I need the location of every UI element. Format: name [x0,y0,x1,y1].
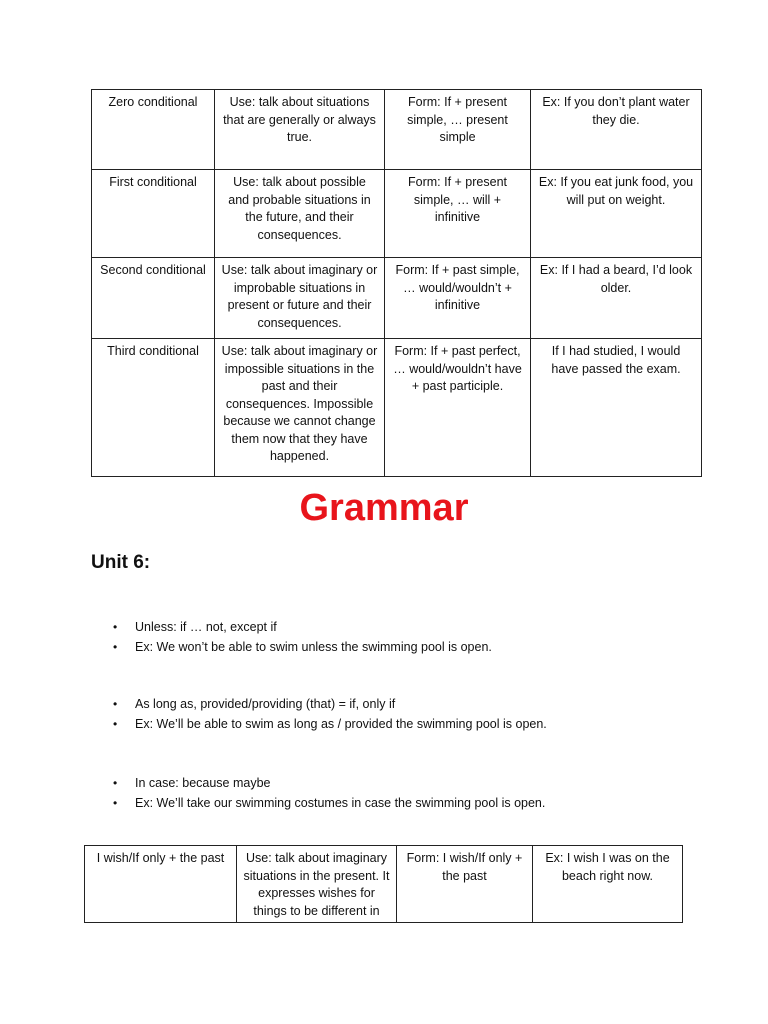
list-item-text: In case: because maybe [135,776,271,790]
bullet-icon: • [113,796,118,810]
conditional-example-cell: Ex: If you don’t plant water they die. [531,90,702,170]
list-item-text: Ex: We’ll be able to swim as long as / provided the swimming pool is open. [135,717,547,731]
bullet-icon: • [113,620,118,634]
wish-example-cell: Ex: I wish I was on the beach right now. [533,846,683,923]
conditional-example-cell: Ex: If you eat junk food, you will put on weight. [531,170,702,258]
bullet-list-unless [91,617,691,657]
list-item-text: As long as, provided/providing (that) = if, only if [135,697,396,711]
wish-use-cell: Use: talk about imaginary situations in the present. It expresses wishes for things to be different in [237,846,397,923]
table-row [92,258,702,339]
bullet-icon: • [113,776,118,790]
list-item [91,617,691,637]
list-item-text: Ex: We’ll take our swimming costumes in case the swimming pool is open. [135,796,546,810]
list-item [91,773,691,793]
list-item-text: Unless: if … not, except if [135,620,277,634]
conditional-name-cell: Second conditional [92,258,215,339]
wish-name-cell: I wish/If only + the past [85,846,237,923]
conditional-form-cell: Form: If + present simple, … will + infinitive [385,170,531,258]
conditional-use-cell: Use: talk about imaginary or improbable situations in present or future and their consequences. [215,258,385,339]
conditional-name-cell: Zero conditional [92,90,215,170]
list-item-text: Ex: We won’t be able to swim unless the swimming pool is open. [135,640,492,654]
bullet-icon: • [113,717,118,731]
conditional-name-cell: First conditional [92,170,215,258]
list-item [91,694,691,714]
list-item [91,637,691,657]
conditional-example-cell: Ex: If I had a beard, I’d look older. [531,258,702,339]
table-row [92,170,702,258]
bullet-icon: • [113,640,118,654]
list-item [91,714,691,734]
conditional-form-cell: Form: If + past simple, … would/wouldn’t + infinitive [385,258,531,339]
conditional-form-cell: Form: If + present simple, … present simple [385,90,531,170]
list-item [91,793,691,813]
page-title: Grammar [299,487,469,529]
conditional-use-cell: Use: talk about possible and probable situations in the future, and their consequences. [215,170,385,258]
wish-table [84,845,683,923]
conditionals-table [91,89,702,477]
conditional-name-cell: Third conditional [92,339,215,477]
table-row [92,339,702,477]
conditional-form-cell: Form: If + past perfect, … would/wouldn’t have + past participle. [385,339,531,477]
table-row [92,90,702,170]
conditional-use-cell: Use: talk about situations that are generally or always true. [215,90,385,170]
bullet-list-in-case [91,773,691,813]
conditional-example-cell: If I had studied, I would have passed the exam. [531,339,702,477]
unit-heading: Unit 6: [91,552,151,573]
bullet-icon: • [113,697,118,711]
bullet-list-as-long-as [91,694,691,734]
conditional-use-cell: Use: talk about imaginary or impossible situations in the past and their consequences. Impossible because we cannot change them now that they have happened. [215,339,385,477]
table-row [85,846,683,923]
wish-form-cell: Form: I wish/If only + the past [397,846,533,923]
